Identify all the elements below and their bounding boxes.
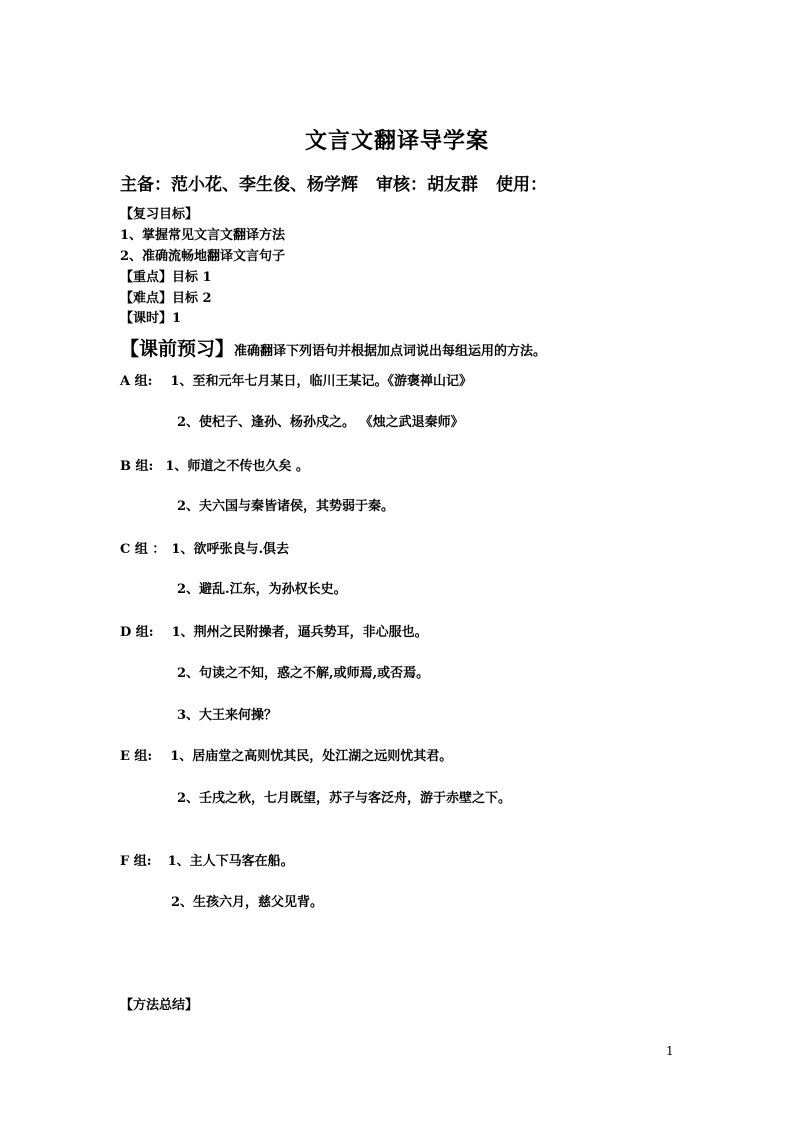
- group-label: E 组:: [120, 749, 153, 764]
- group-label: D 组:: [120, 625, 154, 640]
- question-item: 2、夫六国与秦皆诸侯，其势弱于秦。: [177, 499, 395, 514]
- difficulty: 【难点】目标 2: [120, 291, 212, 306]
- question-item: 1、师道之不传也久矣 。: [165, 459, 309, 474]
- question-item: 1、居庙堂之高则忧其民，处江湖之远则忧其君。: [170, 749, 453, 764]
- group-b-row: [120, 455, 309, 474]
- question-item: 1、欲呼张良与.俱去: [171, 542, 289, 557]
- method-summary-heading: 【方法总结】: [120, 998, 199, 1013]
- authors-line: [120, 170, 547, 195]
- group-label: C 组 ：: [120, 542, 166, 557]
- review-goals-heading: 【复习目标】: [120, 207, 199, 222]
- question-item: 2、避乱.江东，为孙权长史。: [177, 582, 347, 597]
- group-a-row: [120, 370, 472, 389]
- main-author-label: 主备：: [120, 175, 171, 195]
- group-c-row: [120, 538, 289, 557]
- question-item: 3、大王来何操？: [177, 708, 278, 723]
- main-author-names: 范小花、李生俊、杨学辉: [171, 175, 358, 195]
- group-e-row: [120, 745, 452, 764]
- group-f-row: [120, 850, 294, 869]
- reviewer-label: 审核：: [376, 175, 427, 195]
- preview-heading: 【课前预习】: [120, 338, 235, 360]
- question-item: 1、至和元年七月某日，临川王某记。《游褒禅山记》: [170, 374, 472, 389]
- page-title: 文言文翻译导学案: [304, 128, 489, 154]
- review-goal-item: 1、掌握常见文言文翻译方法: [120, 228, 286, 243]
- question-item: 2、壬戌之秋，七月既望，苏子与客泛舟，游于赤壁之下。: [177, 791, 512, 806]
- group-label: A 组:: [120, 374, 153, 389]
- preview-instruction: 准确翻译下列语句并根据加点词说出每组运用的方法。: [234, 344, 547, 359]
- question-item: 1、主人下马客在船。: [167, 854, 294, 869]
- preview-section: [120, 334, 546, 361]
- group-label: B 组:: [120, 459, 154, 474]
- question-item: 2、生孩六月，慈父见背。: [171, 895, 324, 910]
- group-label: F 组:: [120, 854, 152, 869]
- group-d-row: [120, 621, 428, 640]
- question-item: 2、句读之不知，惑之不解,或师焉,或否焉。: [177, 666, 430, 681]
- key-point: 【重点】目标 1: [120, 270, 212, 285]
- question-item: 2、使杞子、逢孙、杨孙戍之。 《烛之武退秦师》: [177, 415, 464, 430]
- question-item: 1、荆州之民附操者，逼兵势耳，非心服也。: [171, 625, 428, 640]
- reviewer-name: 胡友群: [427, 175, 478, 195]
- use-label: 使用：: [496, 175, 547, 195]
- review-goal-item: 2、准确流畅地翻译文言句子: [120, 249, 286, 264]
- page-number: 1: [666, 1044, 674, 1058]
- class-periods: 【课时】1: [120, 311, 182, 326]
